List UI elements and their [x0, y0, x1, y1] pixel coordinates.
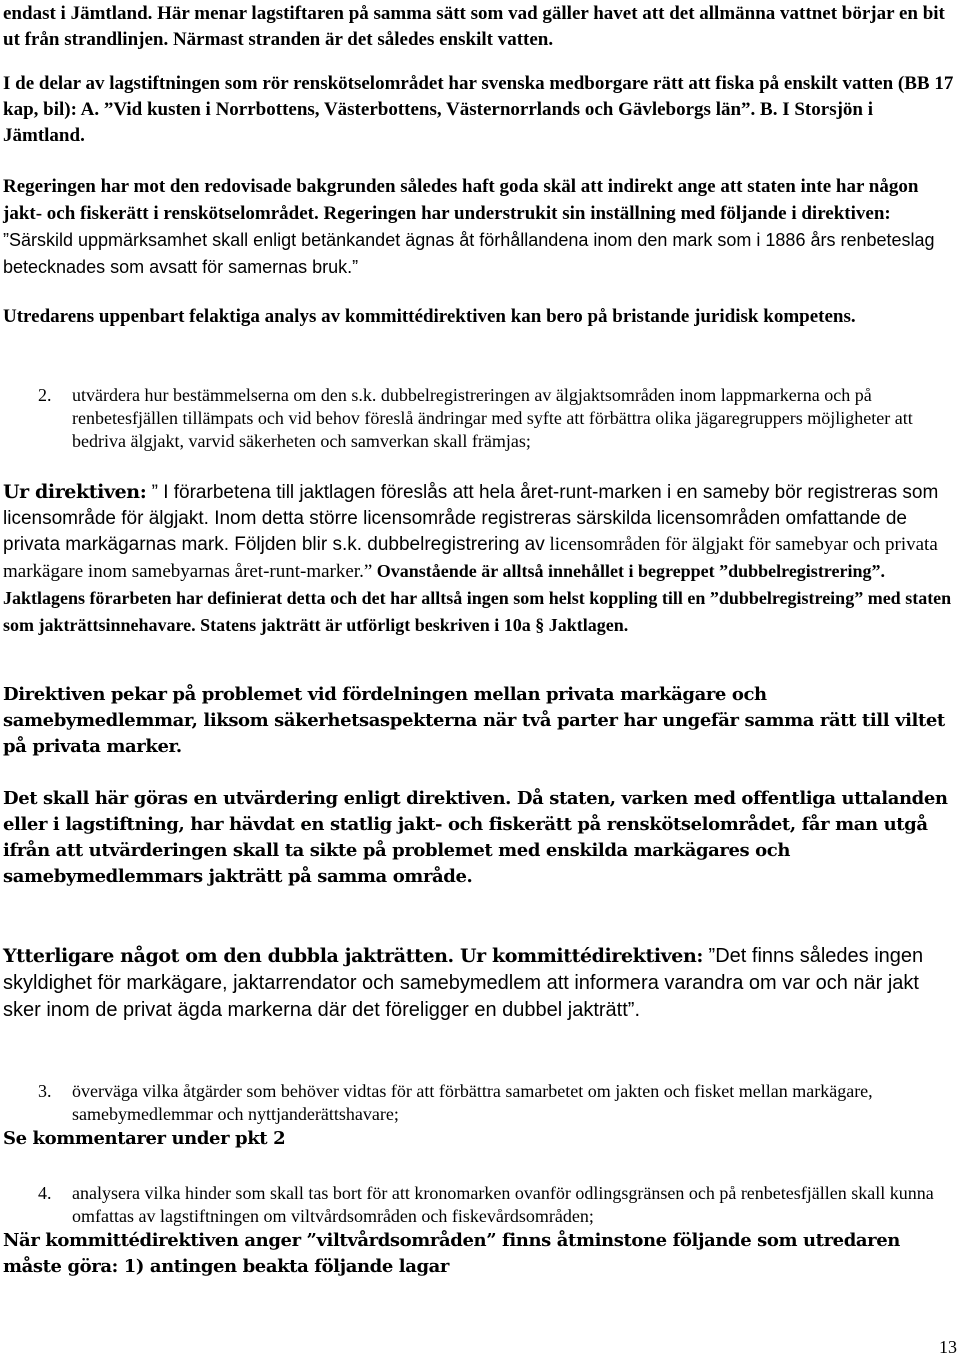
directive-heading: Ur direktiven: [3, 481, 147, 503]
paragraph-directive-problem: Direktiven pekar på problemet vid fördelningen mellan privata markägare och samebymedlemmar, liksom säkerhetsaspekterna när två parter har ungefär samma rätt till viltet på privata marker. [3, 684, 945, 757]
list-text: utvärdera hur bestämmelserna om den s.k. dubbelregistreringen av älgjaktsområden inom lappmarkerna och på renbetesfjällen tillämpats och vid behov föreslå ändringar med syfte att förbättra olika jägaregruppers möjligheter att bedriva älgjakt, varvid säkerheten och samverkan skall främjas; [72, 385, 913, 451]
list-text: överväga vilka åtgärder som behöver vidtas för att förbättra samarbetet om jakten och fisket mellan markägare, samebymedlemmar och nyttjanderättshavare; [72, 1081, 873, 1124]
paragraph-evaluation: Det skall här göras en utvärdering enligt direktiven. Då staten, varken med offentliga uttalanden eller i lagstiftning, har hävdat en statlig jakt- och fiskerätt på renskötselområdet, får man utgå ifrån att utvärderingen skall ta sikte på problemet med enskilda markägares och samebymedlemmars jakträtt på samma område. [3, 788, 948, 887]
list-item-3 [38, 1080, 958, 1126]
paragraph-double-hunting-right [3, 942, 958, 1023]
page-number: 13 [939, 1337, 957, 1357]
committee-directive-quote: ”Det finns således ingen skyldighet för markägare, jaktarrendator och samebymedlem att informera varandra om var och när jakt sker inom de privat ägda markerna där det föreligger en dubbel jakträtt”. [3, 945, 924, 1021]
double-registration-comment: Ovanstående är alltså innehållet i begreppet ”dubbelregistrering”. Jaktlagens förarbeten har definierat detta och det har alltså ingen som helst koppling till en ”dubbelregistreing” med staten som jakträttsinnehavare. Statens jakträtt är utförligt beskriven i 10a § Jaktlagen. [3, 561, 952, 635]
list-item-4 [38, 1182, 958, 1228]
list-number: 3. [38, 1081, 52, 1101]
paragraph-wildlife-areas: När kommittédirektiven anger ”viltvårdsområden” finns åtminstone följande som utredaren måste göra: 1) antingen beakta följande lagar [3, 1230, 900, 1277]
paragraph-government-directive [3, 174, 958, 281]
list-number: 4. [38, 1183, 52, 1203]
list-text: analysera vilka hinder som skall tas bort för att kronomarken ovanför odlingsgränsen och på renbetesfjällen skall kunna omfattas av lagstiftningen om viltvårdsområden och fiskevårdsområden; [72, 1183, 934, 1226]
paragraph-see-comments: Se kommentarer under pkt 2 [3, 1128, 286, 1149]
paragraph-directive-excerpt [3, 479, 958, 639]
directive-excerpt-sans: ” I förarbetena till jaktlagen föreslås att hela året-runt-marken i en sameby bör registreras som licensområde för älgjakt. Inom detta större licensområde registreras särskilda licensområden omfattande de privata markägarnas mark. Följden blir s.k. dubbelregistrering av [3, 482, 939, 555]
double-hunting-heading: Ytterligare något om den dubbla jakträtten. Ur kommittédirektiven: [3, 945, 703, 967]
list-item-2 [38, 384, 958, 453]
paragraph-investigator-analysis: Utredarens uppenbart felaktiga analys av kommittédirektiven kan bero på bristande juridisk kompetens. [3, 306, 856, 327]
directive-quote: ”Särskild uppmärksamhet skall enligt betänkandet ägnas åt förhållandena inom den mark som i 1886 års renbeteslag betecknades som avsatt för samernas bruk.” [3, 230, 935, 277]
directive-excerpt-serif: licensområden för älgjakt för samebyar och privata markägare inom samebyarnas året-runt-marker.” [3, 534, 938, 582]
paragraph-reindeer-area-fishing: I de delar av lagstiftningen som rör renskötselområdet har svenska medborgare rätt att fiska på enskilt vatten (BB 17 kap, bil): A. ”Vid kusten i Norrbottens, Västerbottens, Västernorrlands och Gävleborgs län”. B. I Storsjön i Jämtland. [3, 73, 954, 146]
government-position-text: Regeringen har mot den redovisade bakgrunden således haft goda skäl att indirekt ange att staten inte har någon jakt- och fiskerätt i renskötselområdet. Regeringen har understrukit sin inställning med följande i direktiven: [3, 176, 919, 224]
list-number: 2. [38, 385, 52, 405]
paragraph-fishing-waters-jamtland: endast i Jämtland. Här menar lagstiftaren på samma sätt som vad gäller havet att det allmänna vattnet börjar en bit ut från strandlinjen. Närmast stranden är det således enskilt vatten. [3, 3, 945, 50]
